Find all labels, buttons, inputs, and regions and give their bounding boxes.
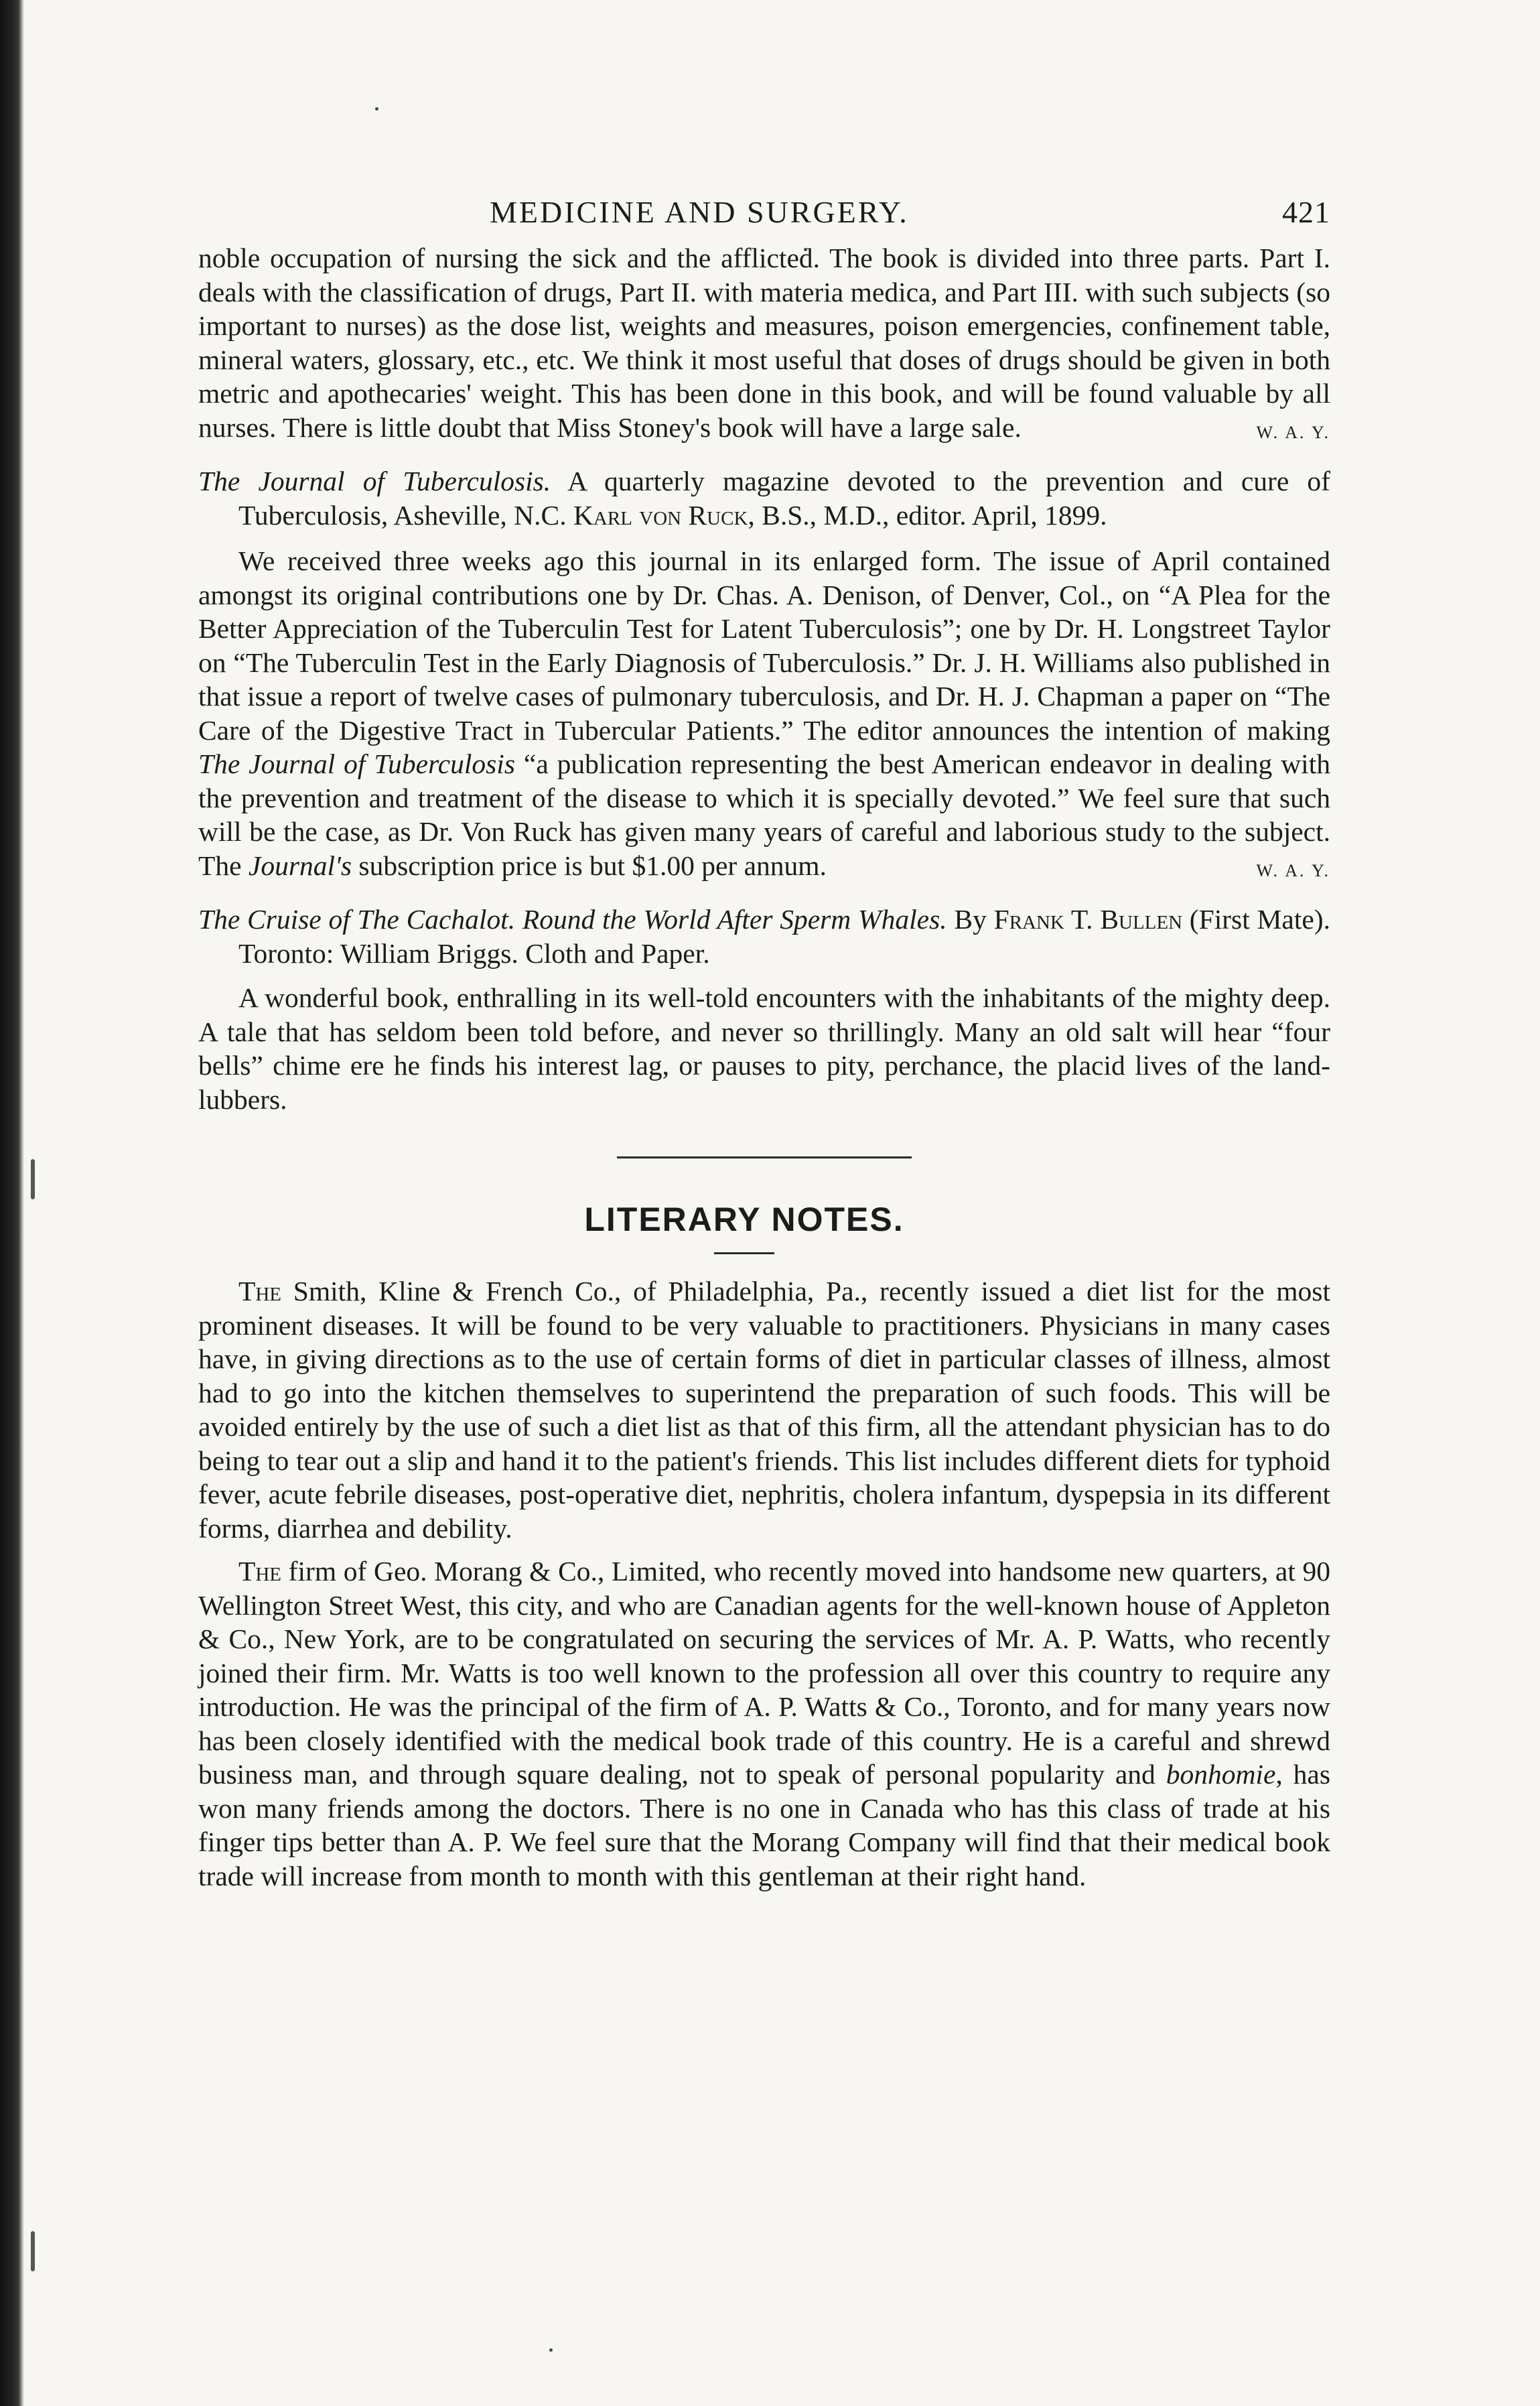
book-title: The Cruise of The Cachalot. Round the World After Sperm Whales. [198, 904, 947, 935]
journal-title: The Journal of Tuberculosis [198, 748, 515, 779]
review-paragraph: A wonderful book, enthralling in its well-told encounters with the inhabitants of the mighty deep. A tale that has seldom been told before, and never so thrillingly. Many an old salt will hear “four bells” chime ere he finds his interest lag, or pauses to pity, perchance, the placid lives of the land-lubbers. [198, 982, 1330, 1115]
page-number: 421 [1282, 195, 1330, 229]
bibliographic-entry [198, 903, 1330, 970]
running-head [198, 194, 1330, 241]
reviewer-signature: W. A. Y. [1256, 422, 1330, 442]
paper-speck [549, 2348, 553, 2352]
review-text: noble occupation of nursing the sick and the afflicted. The book is divided into three parts. Part I. deals with the classification of drugs, Part II. with materia medica, and Part III. with such subjects (so important to nurses) as the dose list, weights and measures, poison emergencies, confinement table, mineral waters, glossary, etc., etc. We think it most useful that doses of drugs should be given in both metric and apothecaries' weight. This has been done in this book, and will be found valuable by all nurses. There is little doubt that Miss Stoney's book will have a large sale. [198, 243, 1330, 443]
literary-notes [198, 1274, 1330, 1893]
note-text: Smith, Kline & French Co., of Philadelphia, Pa., recently issued a diet list for the most prominent diseases. It will be found to be very valuable to practitioners. Physicians in many cases have, in giving directions as to the use of certain forms of diet in particular classes of illness, almost had to go into the kitchen themselves to superintend the preparation of such foods. This will be avoided entirely by the use of such a diet list as that of this firm, all the attendant physician has to do being to tear out a slip and hand it to the patient's friends. This list includes different diets for typhoid fever, acute febrile diseases, post-operative diet, nephritis, cholera infantum, dyspepsia in its different forms, diarrhea and debility. [198, 1276, 1330, 1544]
journal-title: Journal's [248, 850, 352, 881]
reviewer-signature: W. A. Y. [1256, 860, 1330, 880]
review-text: subscription price is but $1.00 per annum. [352, 850, 827, 881]
citation-text: A quarterly magazine devoted to the prevention and cure of Tuberculosis, Asheville, N.C. [238, 466, 1330, 531]
section-heading: LITERARY NOTES. [584, 1201, 904, 1238]
italic-term: bonhomie [1166, 1759, 1276, 1790]
note-paragraph [198, 1274, 1330, 1545]
note-paragraph [198, 1554, 1330, 1893]
lead-word: The [238, 1556, 282, 1587]
heading-rule [714, 1252, 774, 1254]
editor-name: Karl von Ruck [573, 499, 748, 531]
citation-text: , B.S., M.D., editor. April, 1899. [748, 499, 1107, 531]
citation-text: (First Mate). Toronto: William Briggs. Cloth and Paper. [238, 904, 1330, 969]
review-paragraph [198, 241, 1330, 444]
running-head-title: MEDICINE AND SURGERY. [490, 195, 909, 229]
author-name: Frank T. Bullen [993, 904, 1183, 935]
review-cruise-of-cachalot [198, 903, 1330, 1116]
citation-text: By [947, 904, 994, 935]
paper-speck [375, 107, 378, 111]
review-text: “a publication representing the best American endeavor in dealing with the prevention and treatment of the disease to which it is specially devoted.” We feel sure that such will be the case, as Dr. Von Ruck has given many years of careful and laborious study to the subject. The [198, 748, 1330, 881]
page-body [198, 194, 1330, 1893]
review-journal-of-tuberculosis [198, 464, 1330, 882]
bibliographic-entry [198, 464, 1330, 532]
book-title: The Journal of Tuberculosis. [198, 466, 551, 496]
note-text: , has won many friends among the doctors. There is no one in Canada who has this class of trade at his finger tips better than A. P. We feel sure that the Morang Company will find that their medical book trade will increase from month to month with this gentleman at their right hand. [198, 1759, 1330, 1891]
section-divider [617, 1156, 912, 1158]
book-spine-shadow [0, 0, 24, 2406]
note-text: firm of Geo. Morang & Co., Limited, who recently moved into handsome new quarters, at 90 Wellington Street West, this city, and who are Canadian agents for the well-known house of Appleton & Co., New York, are to be congratulated on securing the services of Mr. A. P. Watts, who recently joined their firm. Mr. Watts is too well known to the profession all over this country to require any introduction. He was the principal of the firm of A. P. Watts & Co., Toronto, and for many years now has been closely identified with the medical book trade of this country. He is a careful and shrewd business man, and through square dealing, not to speak of personal popularity and [198, 1556, 1330, 1790]
binding-mark [31, 1159, 35, 1199]
lead-word: The [238, 1276, 282, 1307]
binding-mark [31, 2231, 35, 2271]
review-nursing-book [198, 241, 1330, 444]
review-paragraph [198, 544, 1330, 882]
review-text: We received three weeks ago this journal in its enlarged form. The issue of April contained amongst its original contributions one by Dr. Chas. A. Denison, of Denver, Col., on “A Plea for the Better Appreciation of the Tuberculin Test for Latent Tuberculosis”; one by Dr. H. Longstreet Taylor on “The Tuberculin Test in the Early Diagnosis of Tuberculosis.” Dr. J. H. Williams also published in that issue a report of twelve cases of pulmonary tuberculosis, and Dr. H. J. Chapman a paper on “The Care of the Digestive Tract in Tubercular Patients.” The editor announces the intention of making [198, 545, 1330, 746]
